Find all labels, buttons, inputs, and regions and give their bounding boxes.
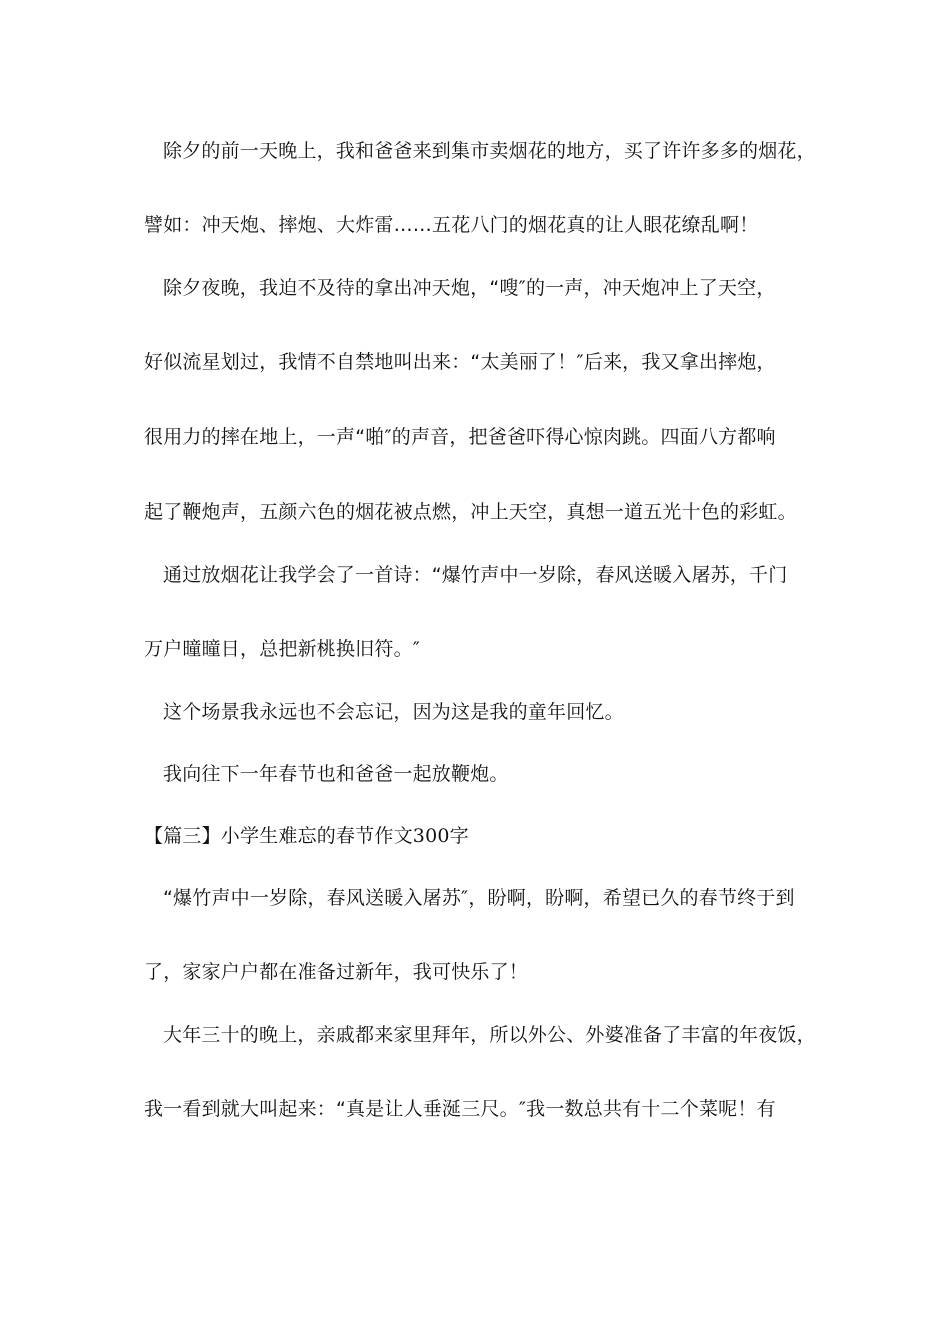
paragraph-line-7: 通过放烟花让我学会了一首诗：“爆竹声中一岁除，春风送暖入屠苏，千门 <box>163 564 788 586</box>
paragraph-line-14: 我一看到就大叫起来：“真是让人垂涎三尺。″我一数总共有十二个菜呢！有 <box>144 1098 776 1120</box>
paragraph-line-9: 这个场景我永远也不会忘记，因为这是我的童年回忆。 <box>163 701 624 723</box>
paragraph-line-12: 了，家家户户都在准备过新年，我可快乐了！ <box>144 961 529 983</box>
paragraph-line-1: 除夕的前一天晚上，我和爸爸来到集市卖烟花的地方，买了许许多多的烟花， <box>163 140 816 162</box>
paragraph-line-3: 除夕夜晚，我迫不及待的拿出冲天炮，“嗖″的一声，冲天炮冲上了天空， <box>163 277 776 299</box>
paragraph-line-13: 大年三十的晚上，亲戚都来家里拜年，所以外公、外婆准备了丰富的年夜饭， <box>163 1024 816 1046</box>
paragraph-line-6: 起了鞭炮声，五颜六色的烟花被点燃，冲上天空，真想一道五光十色的彩虹。 <box>144 501 797 523</box>
paragraph-line-5: 很用力的摔在地上，一声“啪″的声音，把爸爸吓得心惊肉跳。四面八方都响 <box>144 426 776 448</box>
section-heading: 【篇三】小学生难忘的春节作文300字 <box>144 825 469 847</box>
paragraph-line-10: 我向往下一年春节也和爸爸一起放鞭炮。 <box>163 763 509 785</box>
paragraph-line-11: “爆竹声中一岁除，春风送暖入屠苏″，盼啊，盼啊，希望已久的春节终于到 <box>163 887 795 909</box>
paragraph-line-8: 万户曈曈日，总把新桃换旧符。″ <box>144 638 421 660</box>
paragraph-line-4: 好似流星划过，我情不自禁地叫出来：“太美丽了！″后来，我又拿出摔炮， <box>144 351 776 373</box>
paragraph-line-2: 譬如：冲天炮、摔炮、大炸雷……五花八门的烟花真的让人眼花缭乱啊！ <box>144 214 759 236</box>
